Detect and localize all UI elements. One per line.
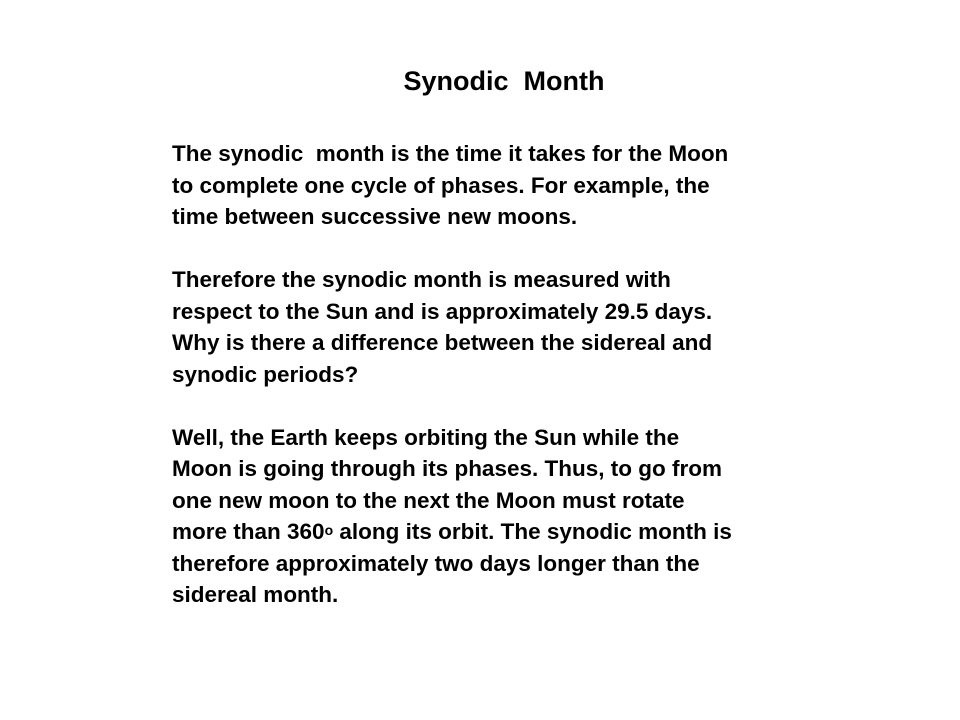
text-line: Moon is going through its phases. Thus, to go from <box>172 456 722 481</box>
paragraph-measurement <box>172 264 862 390</box>
paragraph-explanation <box>172 422 862 611</box>
text-line: Why is there a difference between the sidereal and <box>172 330 713 355</box>
text-line: Well, the Earth keeps orbiting the Sun while the <box>172 424 680 450</box>
text-line: sidereal month. <box>172 582 339 607</box>
slide-body <box>172 138 862 611</box>
paragraph-spacer <box>172 390 862 422</box>
text-line: synodic periods? <box>172 361 359 387</box>
slide-title: Synodic Month <box>403 66 605 96</box>
text-segment: along its orbit. The synodic month is <box>333 519 732 544</box>
degree-superscript: o <box>324 522 334 538</box>
paragraph-definition <box>172 138 862 233</box>
text-line: therefore approximately two days longer than the <box>172 550 700 576</box>
text-line: Therefore the synodic month is measured with <box>172 267 671 292</box>
text-line: respect to the Sun and is approximately 29.5 days. <box>172 298 713 324</box>
text-line: The synodic month is the time it takes for the Moon <box>172 141 729 166</box>
text-segment: more than 360 <box>172 519 325 544</box>
text-line-with-degree <box>172 516 862 548</box>
paragraph-spacer <box>172 233 862 265</box>
text-line: one new moon to the next the Moon must rotate <box>172 487 685 513</box>
text-line: to complete one cycle of phases. For example, the <box>172 172 710 198</box>
text-line: time between successive new moons. <box>172 204 578 229</box>
